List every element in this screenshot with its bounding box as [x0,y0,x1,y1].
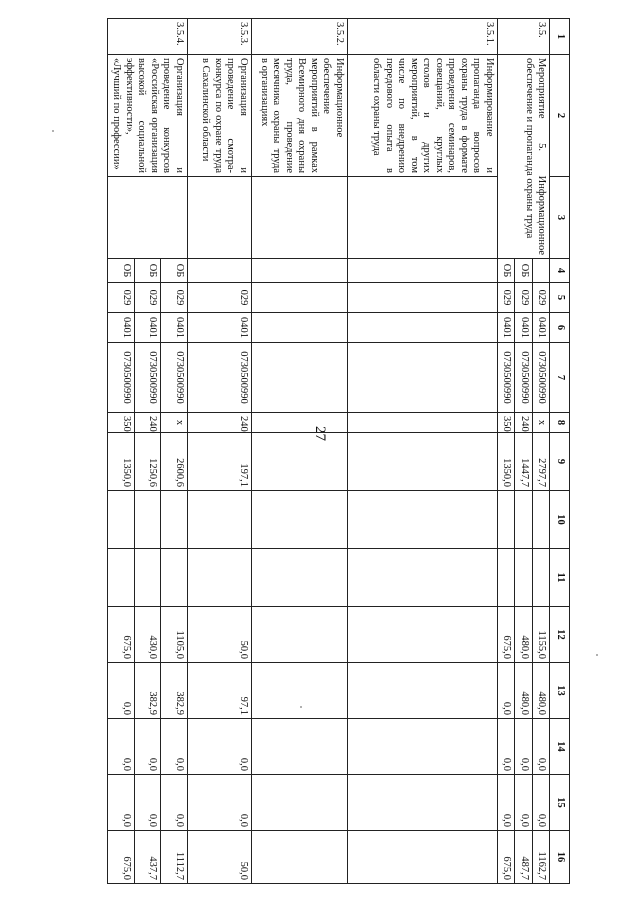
cell: 50,0 [188,831,252,884]
cell: 97,1 [188,663,252,719]
col-header: 2 [550,55,570,177]
cell [108,549,135,607]
cell [252,775,348,831]
cell [533,491,551,549]
cell [108,177,188,259]
row-number: 3.5.2. [252,19,348,55]
cell [348,663,498,719]
table-row [188,19,252,884]
cell: 029 [134,283,161,313]
source-cell [252,259,348,283]
col-header: 7 [550,343,570,413]
cell: 1350,0 [108,433,135,491]
cell: 029 [188,283,252,313]
table-row [348,19,498,884]
cell: 029 [533,283,551,313]
cell [188,549,252,607]
cell: 240 [188,413,252,433]
measure-title: Мероприятие 5. Информационное обеспечение и пропаганда охраны труда [498,55,551,259]
cell [252,549,348,607]
cell: 240 [515,413,533,433]
cell: 029 [498,283,516,313]
col-header: 9 [550,433,570,491]
cell: 1162,7 [533,831,551,884]
scan-speck [596,654,598,656]
rotated-table-container [107,18,570,883]
table-row [252,19,348,884]
row-number: 3.5. [498,19,551,55]
source-cell [188,259,252,283]
cell [108,491,135,549]
cell: 0401 [498,313,516,343]
col-header: 14 [550,719,570,775]
cell [498,549,516,607]
cell: 1112,7 [161,831,188,884]
cell: 0730500990 [188,343,252,413]
cell: 50,0 [188,607,252,663]
col-header: 4 [550,259,570,283]
col-header: 16 [550,831,570,884]
item-name: Информационное обеспечение мероприятий в рамках Всемирного дня охраны труда, проведение месячника охраны труда в организациях [252,55,348,177]
cell [134,549,161,607]
cell [252,831,348,884]
cell [348,491,498,549]
cell: 382,9 [161,663,188,719]
cell [252,283,348,313]
cell: 1105,0 [161,607,188,663]
cell [252,491,348,549]
cell: 0730500990 [134,343,161,413]
cell: 675,0 [498,831,516,884]
cell [252,343,348,413]
cell: 0,0 [515,775,533,831]
source-cell: ОБ [134,259,161,283]
cell [161,491,188,549]
cell: 1155,0 [533,607,551,663]
cell [348,343,498,413]
cell: 0401 [108,313,135,343]
source-cell: ОБ [498,259,516,283]
cell [348,607,498,663]
source-cell: ОБ [161,259,188,283]
cell: х [533,413,551,433]
cell [252,607,348,663]
cell: 430,0 [134,607,161,663]
cell: 350 [108,413,135,433]
cell: 0,0 [498,719,516,775]
cell [498,491,516,549]
cell: 0,0 [108,719,135,775]
cell: 0,0 [188,775,252,831]
cell: 029 [161,283,188,313]
col-header: 1 [550,19,570,55]
col-header: 11 [550,549,570,607]
table-row [533,19,551,884]
cell: 1447,7 [515,433,533,491]
table-row [161,19,188,884]
source-cell [348,259,498,283]
cell [252,177,348,259]
source-cell: ОБ [515,259,533,283]
cell: 0,0 [533,775,551,831]
cell [188,177,252,259]
page-number: 27 [312,426,328,441]
cell: 0730500990 [498,343,516,413]
cell: 0730500990 [161,343,188,413]
col-header: 13 [550,663,570,719]
cell: 0,0 [161,719,188,775]
cell: 0,0 [108,775,135,831]
cell [348,831,498,884]
cell [533,549,551,607]
cell: 1250,6 [134,433,161,491]
cell: 0,0 [108,663,135,719]
item-name: Информирование и пропаганда вопросов охраны труда в формате проведения семинаров, совещаний, круглых столов и других мероприятий, в том числе по внедрению передового опыта в области охраны труда [348,55,498,177]
cell [348,775,498,831]
cell: 382,9 [134,663,161,719]
cell: 480,0 [515,663,533,719]
cell [188,491,252,549]
cell: 675,0 [108,607,135,663]
item-name: Организация и проведение конкурсов «Российская организация высокой социальной эффективности», «Лучший по профессии» [108,55,188,177]
cell [348,313,498,343]
cell: 0,0 [498,775,516,831]
cell: 480,0 [533,663,551,719]
col-header: 3 [550,177,570,259]
scan-speck [52,130,54,132]
header-row [550,19,570,884]
cell [515,491,533,549]
cell: х [161,413,188,433]
cell: 0730500990 [515,343,533,413]
cell: 0401 [134,313,161,343]
row-number: 3.5.1. [348,19,498,55]
cell: 240 [134,413,161,433]
cell [252,313,348,343]
cell [252,433,348,491]
cell: 029 [108,283,135,313]
cell: 0730500990 [108,343,135,413]
cell: 0,0 [188,719,252,775]
cell: 0401 [161,313,188,343]
cell: 0,0 [161,775,188,831]
cell: 0,0 [134,775,161,831]
cell [348,433,498,491]
cell [252,663,348,719]
col-header: 15 [550,775,570,831]
cell: 0,0 [515,719,533,775]
cell: 0401 [515,313,533,343]
cell: 675,0 [498,607,516,663]
col-header: 8 [550,413,570,433]
cell: 1350,0 [498,433,516,491]
row-number: 3.5.4. [108,19,188,55]
cell: 487,7 [515,831,533,884]
cell [252,413,348,433]
cell [134,491,161,549]
col-header: 12 [550,607,570,663]
row-number: 3.5.3. [188,19,252,55]
cell [252,719,348,775]
cell: 0,0 [533,719,551,775]
cell: 2600,6 [161,433,188,491]
cell: 675,0 [108,831,135,884]
cell [161,549,188,607]
source-cell: ОБ [108,259,135,283]
col-header: 10 [550,491,570,549]
cell [348,413,498,433]
budget-table [107,18,570,884]
scan-speck [300,706,302,708]
cell [348,719,498,775]
cell: 480,0 [515,607,533,663]
cell: 0401 [188,313,252,343]
cell: 0,0 [134,719,161,775]
cell [515,549,533,607]
cell: 029 [515,283,533,313]
cell: 2797,7 [533,433,551,491]
cell: 0730500990 [533,343,551,413]
col-header: 5 [550,283,570,313]
cell: 350 [498,413,516,433]
item-name: Организация и проведение смотра-конкурса по охране труда в Сахалинской области [188,55,252,177]
cell [348,177,498,259]
cell: 197,1 [188,433,252,491]
source-cell [533,259,551,283]
cell: 437,7 [134,831,161,884]
cell [348,549,498,607]
cell: 0401 [533,313,551,343]
cell: 0,0 [498,663,516,719]
cell [348,283,498,313]
col-header: 6 [550,313,570,343]
